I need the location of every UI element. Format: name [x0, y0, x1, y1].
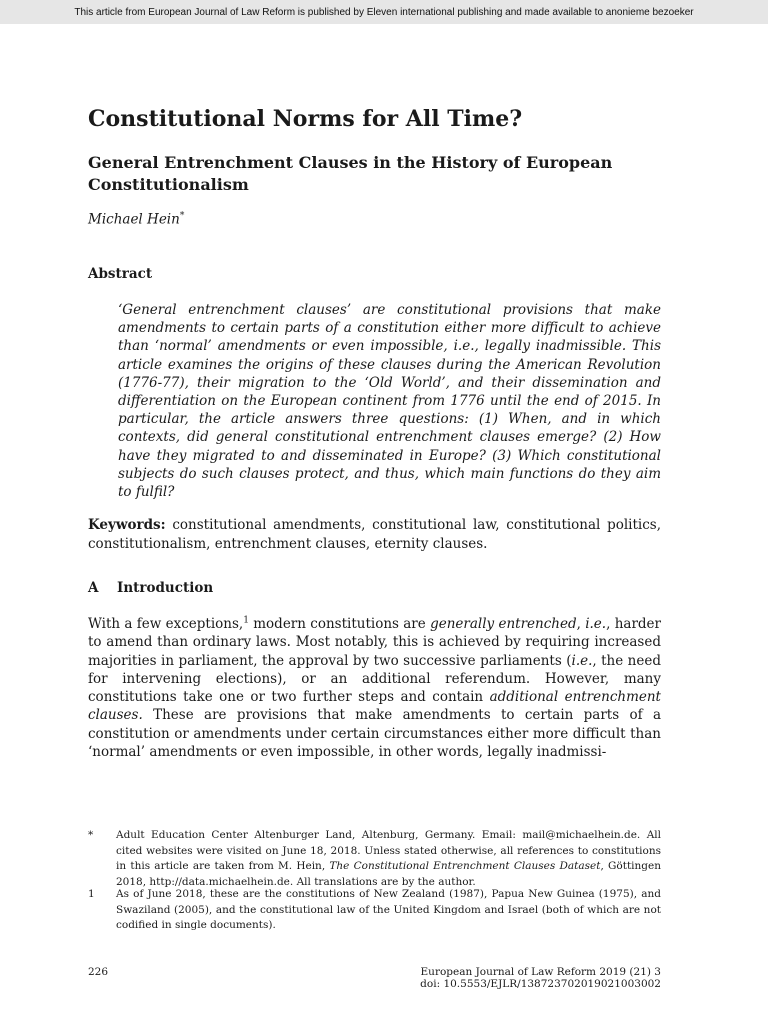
keywords: [88, 516, 661, 553]
footnote-text-part: , Göttingen 2018, http://data.michaelhein.de. All translations are by the author.: [116, 860, 661, 888]
footnote-text-part: Adult Education Center Altenburger Land, Altenburg, Germany. Email: mail@michaelhein.de. All cited websites were visited on June 18, 2018. Unless stated otherwise, all references to constitutions in this article are taken from M. Hein,: [116, 829, 661, 873]
intro-text: These are provisions that make amendments to certain parts of a constitution or amendments under certain circumstances either more difficult than ‘normal’ amendments or even impossible, in other words, legally inadmissi-: [88, 707, 661, 761]
access-banner: [0, 0, 768, 24]
keywords-text: constitutional amendments, constitutional law, constitutional politics, constitutionalism, entrenchment clauses, eternity clauses.: [88, 517, 661, 552]
footnote: [88, 828, 661, 890]
intro-text: modern constitutions are: [248, 616, 431, 632]
section-title: Introduction: [117, 580, 214, 596]
article-subtitle: General Entrenchment Clauses in the History of European Constitutionalism: [88, 153, 613, 194]
intro-paragraph: [88, 615, 661, 761]
intro-emphasis: i.e.: [571, 652, 593, 669]
access-banner-text: This article from European Journal of Law Reform is published by Eleven international publishing and made available to anonieme bezoeker: [74, 6, 694, 18]
journal-citation: [420, 966, 661, 990]
footnote-text: As of June 2018, these are the constitutions of New Zealand (1987), Papua New Guinea (1975), and Swaziland (2005), and the constitutional law of the United Kingdom and Israel (both of which are not codified in single documents).: [116, 888, 661, 932]
section-heading: [88, 580, 213, 596]
abstract-text: ‘General entrenchment clauses’ are constitutional provisions that make amendments to certain parts of a constitution either more difficult to achieve than ‘normal’ amendments or even impossible, i.e., legally inadmissible. This article examines the origins of these clauses during the American Revolution (1776-77), their migration to the ‘Old World’, and their dissemination and differentiation on the European continent from 1776 until the end of 2015. In particular, the article answers three questions: (1) When, and in which contexts, did general constitutional entrenchment clauses emerge? (2) How have they migrated to and disseminated in Europe? (3) Which constitutional subjects do such clauses protect, and thus, which main functions do they aim to fulfil?: [118, 302, 661, 501]
intro-emphasis: generally entrenched: [430, 616, 577, 632]
section-number: A: [88, 580, 99, 596]
author-name: Michael Hein: [88, 211, 180, 228]
intro-text: , harder to amend than ordinary laws. Most notably, this is achieved by requiring increased majorities in parliament, the approval by two successive parliaments (: [88, 616, 661, 669]
intro-text: With a few exceptions,: [88, 616, 244, 632]
footnote-text: [116, 828, 661, 890]
doi[interactable]: doi: 10.5553/EJLR/138723702019021003002: [420, 978, 661, 990]
abstract-heading: Abstract: [88, 266, 153, 282]
footnote-mark: *: [88, 829, 94, 841]
intro-text: , the need for intervening elections), or an additional referendum. However, many constitutions take one or two further steps and contain: [88, 652, 661, 706]
author-line: [88, 211, 184, 228]
footnote-emphasis: The Constitutional Entrenchment Clauses Dataset: [329, 860, 601, 873]
footnote-ref-1[interactable]: 1: [243, 615, 249, 626]
keywords-label: Keywords:: [88, 517, 166, 533]
journal-name: European Journal of Law Reform 2019 (21) 3: [420, 966, 661, 978]
page-number: 226: [88, 966, 109, 978]
intro-text: ,: [576, 616, 586, 632]
footnote-mark: 1: [88, 888, 95, 900]
intro-emphasis: additional entrenchment clauses.: [88, 689, 661, 724]
intro-emphasis: i.e.: [585, 616, 607, 632]
article-title: Constitutional Norms for All Time?: [88, 106, 523, 132]
author-footnote-mark[interactable]: *: [179, 211, 185, 221]
footnote: [88, 887, 661, 934]
